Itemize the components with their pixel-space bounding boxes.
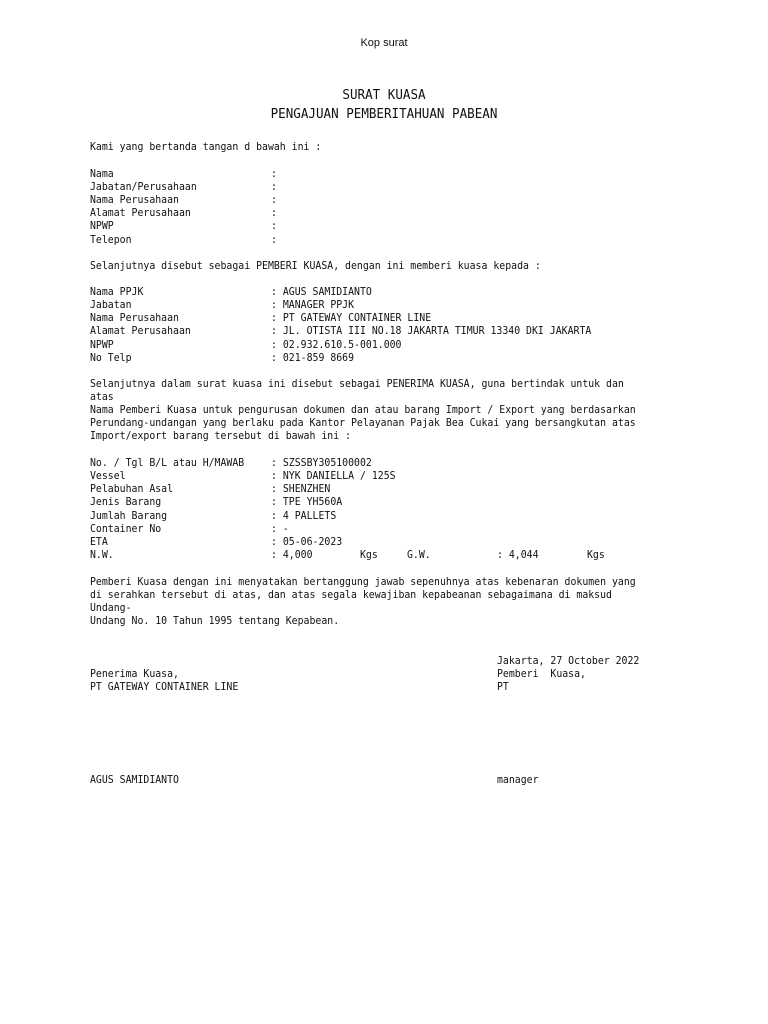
shipment-value: : SHENZHEN: [271, 483, 331, 495]
grantor-label: Alamat Perusahaan: [90, 207, 191, 219]
shipment-label: Vessel: [90, 470, 126, 482]
grantor-value: :: [271, 220, 277, 232]
grantor-label: NPWP: [90, 220, 114, 232]
gross-weight-label: G.W.: [407, 549, 431, 561]
grantee-label: Nama Perusahaan: [90, 312, 179, 324]
grantee-value: : 021-859 8669: [271, 352, 355, 364]
grantee-value: : JL. OTISTA III NO.18 JAKARTA TIMUR 13340 DKI JAKARTA: [271, 325, 592, 337]
grantor-role: Pemberi Kuasa,: [497, 668, 586, 680]
grantee-role: Penerima Kuasa,: [90, 668, 179, 680]
intro-text: Kami yang bertanda tangan d bawah ini :: [90, 141, 322, 153]
grantor-value: :: [271, 207, 277, 219]
shipment-value: : 4 PALLETS: [271, 510, 337, 522]
grantee-label: No Telp: [90, 352, 132, 364]
grantor-label: Jabatan/Perusahaan: [90, 181, 197, 193]
grantor-value: :: [271, 194, 277, 206]
shipment-value: : -: [271, 523, 289, 535]
grantor-label: Nama Perusahaan: [90, 194, 179, 206]
net-weight-label: N.W.: [90, 549, 114, 561]
grantee-label: Alamat Perusahaan: [90, 325, 191, 337]
grantee-value: : 02.932.610.5-001.000: [271, 339, 402, 351]
purpose-line: atas: [90, 391, 114, 403]
net-weight-value: : 4,000: [271, 549, 313, 561]
title-line-2: PENGAJUAN PEMBERITAHUAN PABEAN: [270, 106, 498, 122]
grantee-signatory-name: AGUS SAMIDIANTO: [90, 774, 179, 786]
purpose-line: Import/export barang tersebut di bawah ini :: [90, 430, 351, 442]
purpose-line: Selanjutnya dalam surat kuasa ini disebut sebagai PENERIMA KUASA, guna bertindak untuk dan: [90, 378, 624, 390]
net-weight-unit: Kgs: [360, 549, 378, 561]
grantee-label: Jabatan: [90, 299, 132, 311]
grantor-sentence: Selanjutnya disebut sebagai PEMBERI KUASA, dengan ini memberi kuasa kepada :: [90, 260, 541, 272]
shipment-label: Pelabuhan Asal: [90, 483, 174, 495]
grantee-value: : PT GATEWAY CONTAINER LINE: [271, 312, 432, 324]
statement-line: Undang-: [90, 602, 132, 614]
grantor-signatory-name: manager: [497, 774, 539, 786]
grantee-value: : MANAGER PPJK: [271, 299, 355, 311]
gross-weight-value: : 4,044: [497, 549, 539, 561]
shipment-label: Jenis Barang: [90, 496, 162, 508]
statement-line: Pemberi Kuasa dengan ini menyatakan bertanggung jawab sepenuhnya atas kebenaran dokumen yang: [90, 576, 636, 588]
statement-line: di serahkan tersebut di atas, dan atas segala kewajiban kepabeanan sebagaimana di maksud: [90, 589, 612, 601]
grantee-value: : AGUS SAMIDIANTO: [271, 286, 372, 298]
title-line-1: SURAT KUASA: [342, 87, 426, 103]
grantor-value: :: [271, 181, 277, 193]
grantor-label: Nama: [90, 168, 114, 180]
shipment-label: Container No: [90, 523, 162, 535]
purpose-line: Nama Pemberi Kuasa untuk pengurusan dokumen dan atau barang Import / Export yang berdasarkan: [90, 404, 636, 416]
grantor-value: :: [271, 168, 277, 180]
gross-weight-unit: Kgs: [587, 549, 605, 561]
grantee-label: NPWP: [90, 339, 114, 351]
grantor-value: :: [271, 234, 277, 246]
letterhead: Kop surat: [360, 37, 408, 49]
shipment-value: : TPE YH560A: [271, 496, 343, 508]
shipment-label: Jumlah Barang: [90, 510, 168, 522]
place-date: Jakarta, 27 October 2022: [497, 655, 640, 667]
shipment-label: ETA: [90, 536, 108, 548]
shipment-value: : SZSSBY305100002: [271, 457, 372, 469]
grantee-company: PT GATEWAY CONTAINER LINE: [90, 681, 239, 693]
shipment-label: No. / Tgl B/L atau H/MAWAB: [90, 457, 245, 469]
grantee-label: Nama PPJK: [90, 286, 144, 298]
grantor-label: Telepon: [90, 234, 132, 246]
shipment-value: : 05-06-2023: [271, 536, 343, 548]
grantor-company: PT: [497, 681, 509, 693]
shipment-value: : NYK DANIELLA / 125S: [271, 470, 396, 482]
purpose-line: Perundang-undangan yang berlaku pada Kantor Pelayanan Pajak Bea Cukai yang bersangkutan atas: [90, 417, 636, 429]
statement-line: Undang No. 10 Tahun 1995 tentang Kepabean.: [90, 615, 340, 627]
